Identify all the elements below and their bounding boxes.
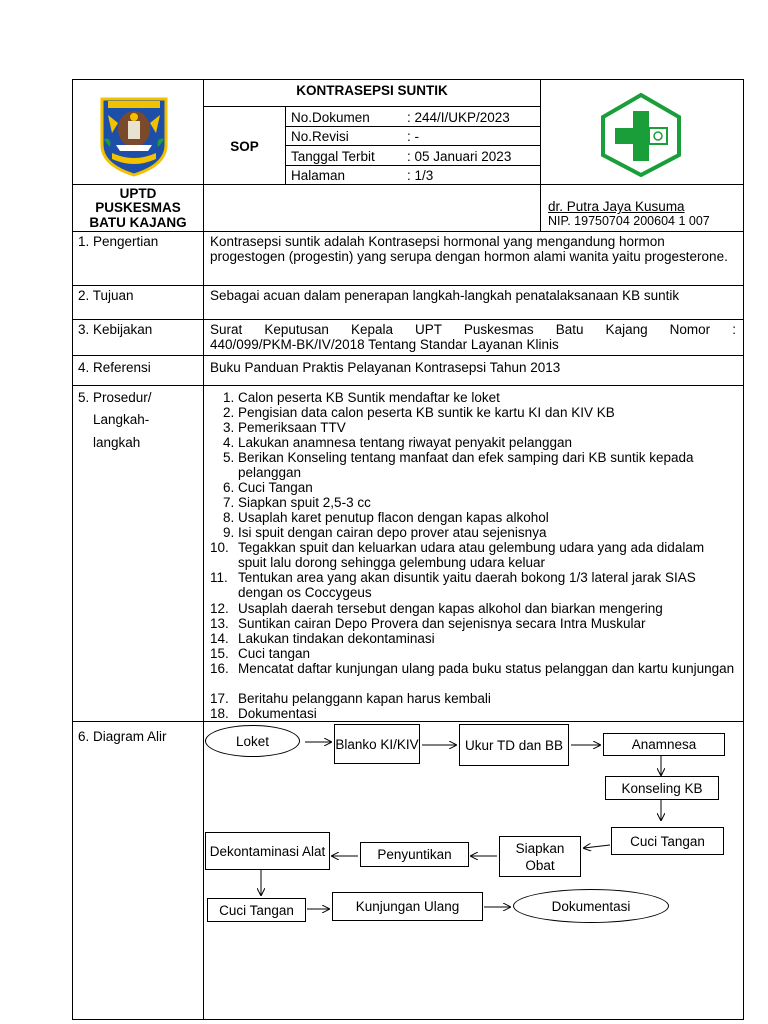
signer-name: dr. Putra Jaya Kusuma bbox=[548, 199, 685, 214]
step-number: 12. bbox=[210, 601, 229, 616]
step-text: Mencatat daftar kunjungan ulang pada buku status pelanggan dan kartu kunjungan bbox=[238, 661, 735, 676]
tujuan-text: Sebagai acuan dalam penerapan langkah-langkah penatalaksanaan KB suntik bbox=[210, 288, 680, 303]
step-text: Lakukan anamnesa tentang riwayat penyakit pelanggan bbox=[238, 435, 572, 450]
meta-value: : 05 Januari 2023 bbox=[407, 149, 512, 164]
kebijakan-line-2: 440/099/PKM-BK/IV/2018 Tentang Standar Layanan Klinis bbox=[210, 337, 559, 352]
step-text: Usaplah daerah tersebut dengan kapas alkohol dan biarkan mengering bbox=[238, 601, 663, 616]
step-text: Tentukan area yang akan disuntik yaitu daerah bokong 1/3 lateral jarak SIAS dengan os Coccygeus bbox=[238, 570, 696, 600]
step-number: 6. bbox=[223, 480, 235, 495]
flow-node-konseling: Konseling KB bbox=[605, 776, 719, 800]
referensi-text: Buku Panduan Praktis Pelayanan Kontrasepsi Tahun 2013 bbox=[210, 360, 561, 375]
meta-value: : 244/I/UKP/2023 bbox=[407, 110, 510, 125]
flow-node-cuci-tangan: Cuci Tangan bbox=[611, 827, 724, 855]
flow-node-penyuntikan: Penyuntikan bbox=[360, 842, 469, 867]
step-number: 13. bbox=[210, 616, 229, 631]
prosedur-label: langkah bbox=[93, 435, 141, 450]
signer-nip: NIP. 19750704 200604 1 007 bbox=[548, 214, 710, 228]
flow-node-anamnesa: Anamnesa bbox=[603, 733, 725, 756]
flow-node-siapkan-obat: Siapkan Obat bbox=[499, 836, 581, 877]
step-number: 18. bbox=[210, 706, 229, 721]
flow-node-ukur: Ukur TD dan BB bbox=[459, 724, 569, 766]
step-text: Isi spuit dengan cairan depo prover atau sejenisnya bbox=[238, 525, 547, 540]
tujuan-label: 2. Tujuan bbox=[78, 288, 134, 303]
org-line: PUSKESMAS bbox=[95, 200, 181, 215]
step-text: Cuci Tangan bbox=[238, 480, 313, 495]
step-number: 10. bbox=[210, 540, 229, 555]
org-line: UPTD bbox=[119, 186, 157, 201]
step-number: 2. bbox=[223, 405, 235, 420]
step-number: 17. bbox=[210, 691, 229, 706]
step-number: 15. bbox=[210, 646, 229, 661]
step-text: Berikan Konseling tentang manfaat dan efek samping dari KB suntik kepada pelanggan bbox=[238, 450, 694, 480]
sop-label: SOP bbox=[230, 139, 259, 154]
meta-label: Halaman bbox=[291, 168, 346, 183]
step-number: 5. bbox=[223, 450, 235, 465]
prosedur-label: 5. Prosedur/ bbox=[78, 390, 152, 405]
pengertian-label: 1. Pengertian bbox=[78, 234, 159, 249]
meta-value: : - bbox=[407, 129, 419, 144]
step-text: Usaplah karet penutup flacon dengan kapas alkohol bbox=[238, 510, 549, 525]
meta-label: No.Revisi bbox=[291, 129, 349, 144]
kebijakan-line-1: Surat Keputusan Kepala UPT Puskesmas Batu Kajang Nomor : bbox=[210, 322, 736, 337]
meta-label: Tanggal Terbit bbox=[291, 149, 375, 164]
pengertian-text: Kontrasepsi suntik adalah Kontrasepsi hormonal yang mengandung hormon progestogen (progestin) yang serupa dengan hormon alami wanita yaitu progesterone. bbox=[210, 234, 728, 264]
step-number: 3. bbox=[223, 420, 235, 435]
flow-node-dokumentasi: Dokumentasi bbox=[513, 889, 669, 923]
step-text: Tegakkan spuit dan keluarkan udara atau gelembung udara yang ada didalam spuit lalu dorong sehingga gelembung udara keluar bbox=[238, 540, 705, 570]
meta-label: No.Dokumen bbox=[291, 110, 370, 125]
step-number: 11. bbox=[210, 570, 228, 585]
kebijakan-label: 3. Kebijakan bbox=[78, 322, 153, 337]
meta-value: : 1/3 bbox=[407, 168, 434, 183]
step-text: Lakukan tindakan dekontaminasi bbox=[238, 631, 435, 646]
step-text: Pengisian data calon peserta KB suntik ke kartu KI dan KIV KB bbox=[238, 405, 615, 420]
step-number: 9. bbox=[223, 525, 235, 540]
step-number: 7. bbox=[223, 495, 235, 510]
step-text: Cuci tangan bbox=[238, 646, 311, 661]
diagram-label: 6. Diagram Alir bbox=[78, 729, 167, 744]
document-title: KONTRASEPSI SUNTIK bbox=[296, 83, 448, 98]
step-number: 16. bbox=[210, 661, 229, 676]
step-text: Pemeriksaan TTV bbox=[238, 420, 346, 435]
flow-node-blanko: Blanko KI/KIV bbox=[334, 724, 420, 764]
step-number: 1. bbox=[223, 390, 235, 405]
step-text: Dokumentasi bbox=[238, 706, 317, 721]
flow-node-loket: Loket bbox=[205, 725, 300, 757]
step-text: Siapkan spuit 2,5-3 cc bbox=[238, 495, 371, 510]
step-text: Calon peserta KB Suntik mendaftar ke loket bbox=[238, 390, 500, 405]
prosedur-label: Langkah- bbox=[93, 412, 150, 427]
flow-node-kunjungan-ulang: Kunjungan Ulang bbox=[332, 892, 483, 921]
step-number: 4. bbox=[223, 435, 235, 450]
step-text: Suntikan cairan Depo Provera dan sejenisnya secara Intra Muskular bbox=[238, 616, 646, 631]
step-text: Beritahu pelanggann kapan harus kembali bbox=[238, 691, 491, 706]
flow-node-dekontaminasi: Dekontaminasi Alat bbox=[205, 832, 330, 870]
step-number: 8. bbox=[223, 510, 235, 525]
step-number: 14. bbox=[210, 631, 229, 646]
referensi-label: 4. Referensi bbox=[78, 360, 151, 375]
org-line: BATU KAJANG bbox=[89, 215, 187, 230]
flow-node-cuci-tangan-2: Cuci Tangan bbox=[207, 898, 306, 922]
